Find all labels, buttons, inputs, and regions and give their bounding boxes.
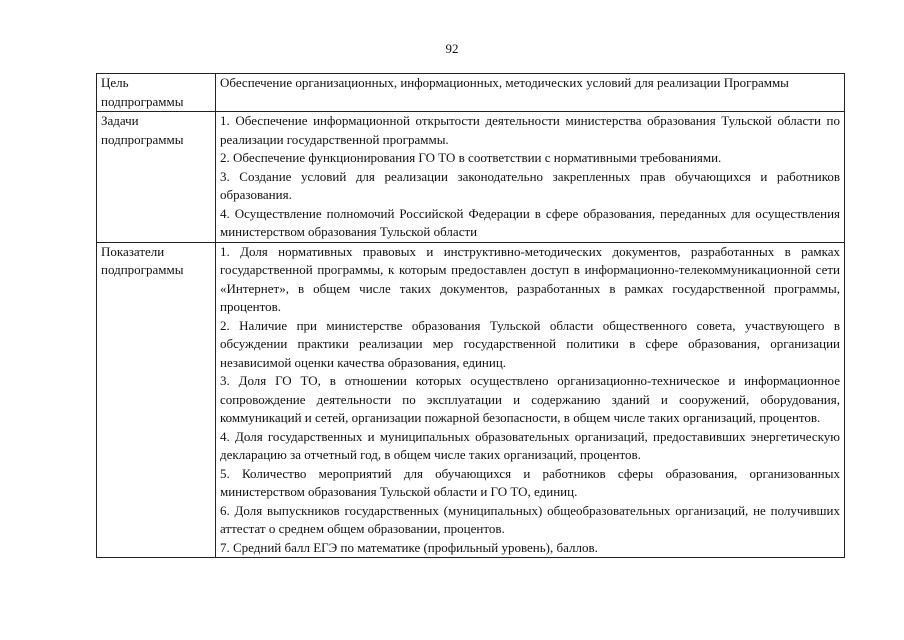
page-number: 92 [445,41,459,56]
task-item: 1. Обеспечение информационной открытости деятельности министерства образования Тульской области по реализации государственной программы. [220,113,840,147]
row-content-indicators [216,242,845,558]
indicator-item: 2. Наличие при министерстве образования Тульской области общественного совета, участвующего в обсуждении практики реализации мер государственной политики в сфере образования, организации независимой оценки качества образования, единиц. [220,317,840,370]
task-item: 3. Создание условий для реализации законодательно закрепленных прав обучающихся и работников образования. [220,168,840,202]
goal-text: Обеспечение организационных, информационных, методических условий для реализации Программы [220,75,789,90]
indicator-item: 7. Средний балл ЕГЭ по математике (профильный уровень), баллов. [220,539,598,555]
task-item: 2. Обеспечение функционирования ГО ТО в соответствии с нормативными требованиями. [220,150,722,165]
row-label-tasks: Задачи подпрограммы [97,112,216,243]
indicator-item: 3. Доля ГО ТО, в отношении которых осуществлено организационно-техническое и информационное сопровождение деятельности по эксплуатации и содержанию зданий и сооружений, оборудования, коммуникаций и сетей, организации пожарной безопасности, в общем числе таких организаций, процентов. [220,373,840,425]
table-row-tasks [97,112,845,243]
task-item: 4. Осуществление полномочий Российской Федерации в сфере образования, переданных для осуществления министерством образования Тульской области [220,205,840,239]
row-content-tasks [216,112,845,243]
table-row-indicators [97,242,845,558]
row-label-goal: Цель подпрограммы [97,74,216,112]
indicator-item: 5. Количество мероприятий для обучающихся и работников сферы образования, организованных министерством образования Тульской области и ГО ТО, единиц. [220,465,840,499]
row-label-indicators: Показатели подпрограммы [97,242,216,558]
indicator-item: 1. Доля нормативных правовых и инструктивно-методических документов, разработанных в рамках государственной программы, к которым предоставлен доступ в информационно-телекоммуникационной сети «Интернет», в общем числе таких документов, разработанных в рамках государственной программы, процентов. [220,243,840,314]
indicator-item: 4. Доля государственных и муниципальных образовательных организаций, предоставивших энергетическую декларацию за отчетный год, в общем числе таких организаций, процентов. [220,428,840,462]
subprogram-table [96,73,845,558]
indicator-item: 6. Доля выпускников государственных (муниципальных) общеобразовательных организаций, не получивших аттестат о среднем общем образовании, процентов. [220,502,840,536]
row-content-goal [216,74,845,112]
table-row-goal [97,74,845,112]
